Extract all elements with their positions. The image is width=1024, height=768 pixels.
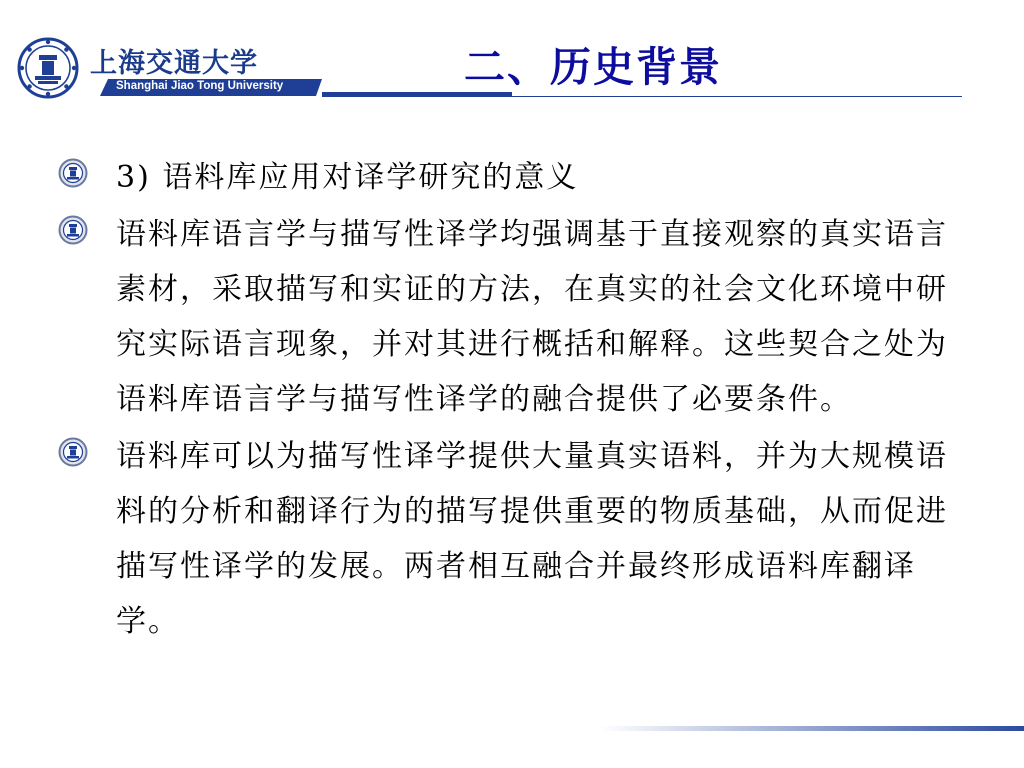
university-logo-icon	[17, 37, 79, 99]
footer-accent-line	[600, 726, 1024, 731]
list-item	[58, 207, 958, 427]
header-divider	[322, 96, 962, 97]
list-item-text: 语料库可以为描写性译学提供大量真实语料，并为大规模语料的分析和翻译行为的描写提供重要的物质基础，从而促进描写性译学的发展。两者相互融合并最终形成语料库翻译学。	[116, 439, 948, 639]
logo-bullet-icon	[58, 158, 88, 188]
list-item	[58, 429, 958, 649]
slide-header	[0, 0, 1024, 110]
bullet-list	[58, 150, 958, 651]
list-item-text: 3) 语料库应用对译学研究的意义	[116, 160, 579, 195]
list-item	[58, 150, 958, 205]
university-name-cn: 上海交通大学	[90, 48, 258, 79]
logo-bullet-icon	[58, 215, 88, 245]
list-item-text: 语料库语言学与描写性译学均强调基于直接观察的真实语言素材，采取描写和实证的方法，在真实的社会文化环境中研究实际语言现象，并对其进行概括和解释。这些契合之处为语料库语言学与描写性译学的融合提供了必要条件。	[116, 217, 948, 417]
logo-bullet-icon	[58, 437, 88, 467]
university-name-en: Shanghai Jiao Tong University	[116, 80, 284, 92]
slide-title: 二、历史背景	[464, 43, 722, 91]
